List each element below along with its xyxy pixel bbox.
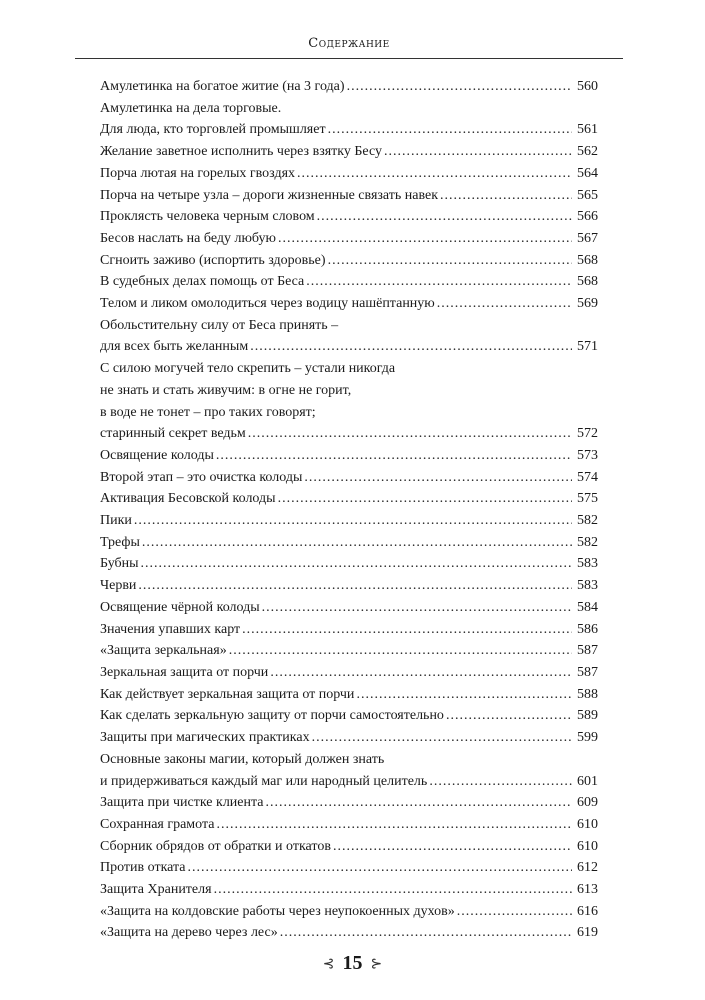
toc-entry-title: в воде не тонет – про таких говорят; [100,404,316,420]
dot-leader [214,879,572,901]
toc-entry-title: Освящение колоды [100,447,214,463]
page-footer [0,952,705,975]
dot-leader [312,727,572,749]
toc-entry-title: Активация Бесовской колоды [100,491,276,507]
toc-entry[interactable] [100,901,598,923]
toc-entry[interactable] [100,922,598,944]
toc-entry-title: Для люда, кто торговлей промышляет [100,122,326,138]
toc-entry-page: 582 [577,513,598,529]
toc-entry-page: 619 [577,925,598,941]
toc-entry-page: 609 [577,795,598,811]
toc-entry-page: 573 [577,447,598,463]
dot-leader [356,684,572,706]
toc-entry-page: 574 [577,469,598,485]
toc-entry-page: 601 [577,773,598,789]
toc-entry-title: Порча на четыре узла – дороги жизненные связать навек [100,187,439,203]
toc-entry-title: Амулетинка на дела торговые. [100,100,282,116]
toc-entry-title: Телом и ликом омолодиться через водицу нашёптанную [100,296,435,312]
dot-leader [141,553,572,575]
toc-entry-title: и придерживаться каждый маг или народный целитель [100,773,428,789]
page-header-title: Содержание [308,36,390,51]
toc-entry-title: Как сделать зеркальную защиту от порчи самостоятельно [100,708,444,724]
toc-entry[interactable] [100,727,598,749]
toc-entry-title: «Защита на колдовские работы через неупокоенных духов» [100,903,455,919]
dot-leader [328,119,572,141]
dot-leader [278,228,572,250]
dot-leader [142,532,572,554]
dot-leader [216,814,572,836]
toc-entry-title: Основные законы магии, который должен знать [100,751,385,767]
toc-entry[interactable] [100,597,598,619]
dot-leader [297,163,572,185]
toc-entry-title: Желание заветное исполнить через взятку Бесу [100,144,383,160]
toc-entry[interactable] [100,814,598,836]
dot-leader [229,640,572,662]
dot-leader [242,619,572,641]
toc-entry-page: 561 [577,122,598,138]
dot-leader [138,575,572,597]
toc-entry-title: Защиты при магических практиках [100,730,310,746]
dot-leader [270,662,572,684]
toc-entry-title: Порча лютая на горелых гвоздях [100,165,296,181]
toc-entry-page: 583 [577,556,598,572]
toc-entry-page: 584 [577,599,598,615]
toc-entry-title: Второй этап – это очистка колоды [100,469,303,485]
ornament-left-icon: ⊰ [322,955,335,972]
toc-entry[interactable] [100,749,598,792]
toc-entry-page: 569 [577,296,598,312]
dot-leader [262,597,572,619]
dot-leader [328,250,572,272]
toc-entry[interactable] [100,532,598,554]
toc-entry[interactable] [100,358,598,445]
toc-entry[interactable] [100,206,598,228]
toc-entry-page: 564 [577,165,598,181]
toc-entry[interactable] [100,445,598,467]
toc-entry[interactable] [100,315,598,358]
toc-entry[interactable] [100,488,598,510]
toc-entry-title: «Защита зеркальная» [100,643,227,659]
toc-entry-title: Пики [100,513,132,529]
toc-entry[interactable] [100,553,598,575]
page-number: 15 [342,952,363,974]
dot-leader [278,488,572,510]
toc-entry-title: Освящение чёрной колоды [100,599,260,615]
toc-entry-page: 566 [577,209,598,225]
dot-leader [266,792,572,814]
toc-entry[interactable] [100,662,598,684]
dot-leader [457,901,572,923]
toc-entry-page: 568 [577,274,598,290]
dot-leader [216,445,572,467]
toc-entry-title: С силою могучей тело скрепить – устали никогда [100,361,396,377]
toc-entry[interactable] [100,76,598,98]
toc-entry[interactable] [100,705,598,727]
toc-entry-page: 586 [577,621,598,637]
toc-entry[interactable] [100,163,598,185]
toc-entry-title: Обольстительну силу от Беса принять – [100,317,339,333]
toc-entry-page: 587 [577,664,598,680]
toc-entry-page: 616 [577,903,598,919]
toc-entry-page: 583 [577,578,598,594]
dot-leader [248,423,572,445]
toc-entry[interactable] [100,510,598,532]
dot-leader [306,271,572,293]
toc-entry-title: В судебных делах помощь от Беса [100,274,305,290]
toc-entry[interactable] [100,228,598,250]
dot-leader [280,922,572,944]
dot-leader [384,141,572,163]
toc-entry-title: не знать и стать живучим: в огне не горит, [100,382,352,398]
toc-entry-page: 560 [577,79,598,94]
dot-leader [188,857,572,879]
toc-entry-page: 587 [577,643,598,659]
toc-entry-page: 610 [577,816,598,832]
toc-entry[interactable] [100,467,598,489]
toc-entry-title: Защита при чистке клиента [100,795,264,811]
toc-entry-title: «Защита на дерево через лес» [100,925,278,941]
toc-entry-title: Сборник обрядов от обратки и откатов [100,838,331,854]
toc-entry-title: для всех быть желанным [100,339,249,355]
toc-entry[interactable] [100,792,598,814]
dot-leader [333,836,572,858]
toc-entry-page: 588 [577,686,598,702]
toc-entry-title: Бесов наслать на беду любую [100,230,276,246]
toc-entry-page: 567 [577,230,598,246]
ornament-right-icon: ⊱ [370,955,383,972]
toc-entry-page: 575 [577,491,598,507]
toc-entry-title: Бубны [100,556,139,572]
toc-entry[interactable] [100,857,598,879]
toc-entry[interactable] [100,640,598,662]
dot-leader [437,293,572,315]
toc-entry[interactable] [100,836,598,858]
toc-entry-page: 562 [577,144,598,160]
toc-entry-page: 565 [577,187,598,203]
toc-entry-title: Сгноить заживо (испортить здоровье) [100,252,326,268]
toc-entry[interactable] [100,575,598,597]
dot-leader [134,510,572,532]
toc-entry-title: Черви [100,578,137,594]
toc-entry-page: 610 [577,838,598,854]
dot-leader [250,336,572,358]
toc-entry[interactable] [100,98,598,141]
toc-entry[interactable] [100,684,598,706]
toc-entry-page: 571 [577,339,598,355]
toc-entry-title: Против отката [100,860,186,876]
toc-entry-title: Зеркальная защита от порчи [100,664,269,680]
dot-leader [304,467,572,489]
toc-entry-title: Как действует зеркальная защита от порчи [100,686,355,702]
toc-entry-page: 599 [577,730,598,746]
toc-entry-page: 613 [577,882,598,898]
toc-entry-page: 589 [577,708,598,724]
toc-entry[interactable] [100,293,598,315]
toc-entry-title: Амулетинка на богатое житие (на 3 года) [100,79,345,94]
toc-entry[interactable] [100,619,598,641]
toc-entry-title: Защита Хранителя [100,882,212,898]
dot-leader [429,771,572,793]
toc-entry[interactable] [100,271,598,293]
toc-entry-page: 582 [577,534,598,550]
toc-entry-title: Проклясть человека черным словом [100,209,315,225]
toc-entry-title: Значения упавших карт [100,621,241,637]
toc-entry-page: 568 [577,252,598,268]
dot-leader [440,185,572,207]
toc-entry-title: Трефы [100,534,140,550]
dot-leader [347,76,572,98]
toc-entry-title: старинный секрет ведьм [100,426,246,442]
toc-entry[interactable] [100,250,598,272]
dot-leader [446,705,572,727]
toc-entry[interactable] [100,141,598,163]
table-of-contents [100,76,598,944]
toc-entry-title: Сохранная грамота [100,816,215,832]
toc-entry-page: 612 [577,860,598,876]
dot-leader [317,206,572,228]
toc-entry[interactable] [100,879,598,901]
toc-entry-page: 572 [577,426,598,442]
header-divider [75,58,623,59]
toc-entry[interactable] [100,185,598,207]
